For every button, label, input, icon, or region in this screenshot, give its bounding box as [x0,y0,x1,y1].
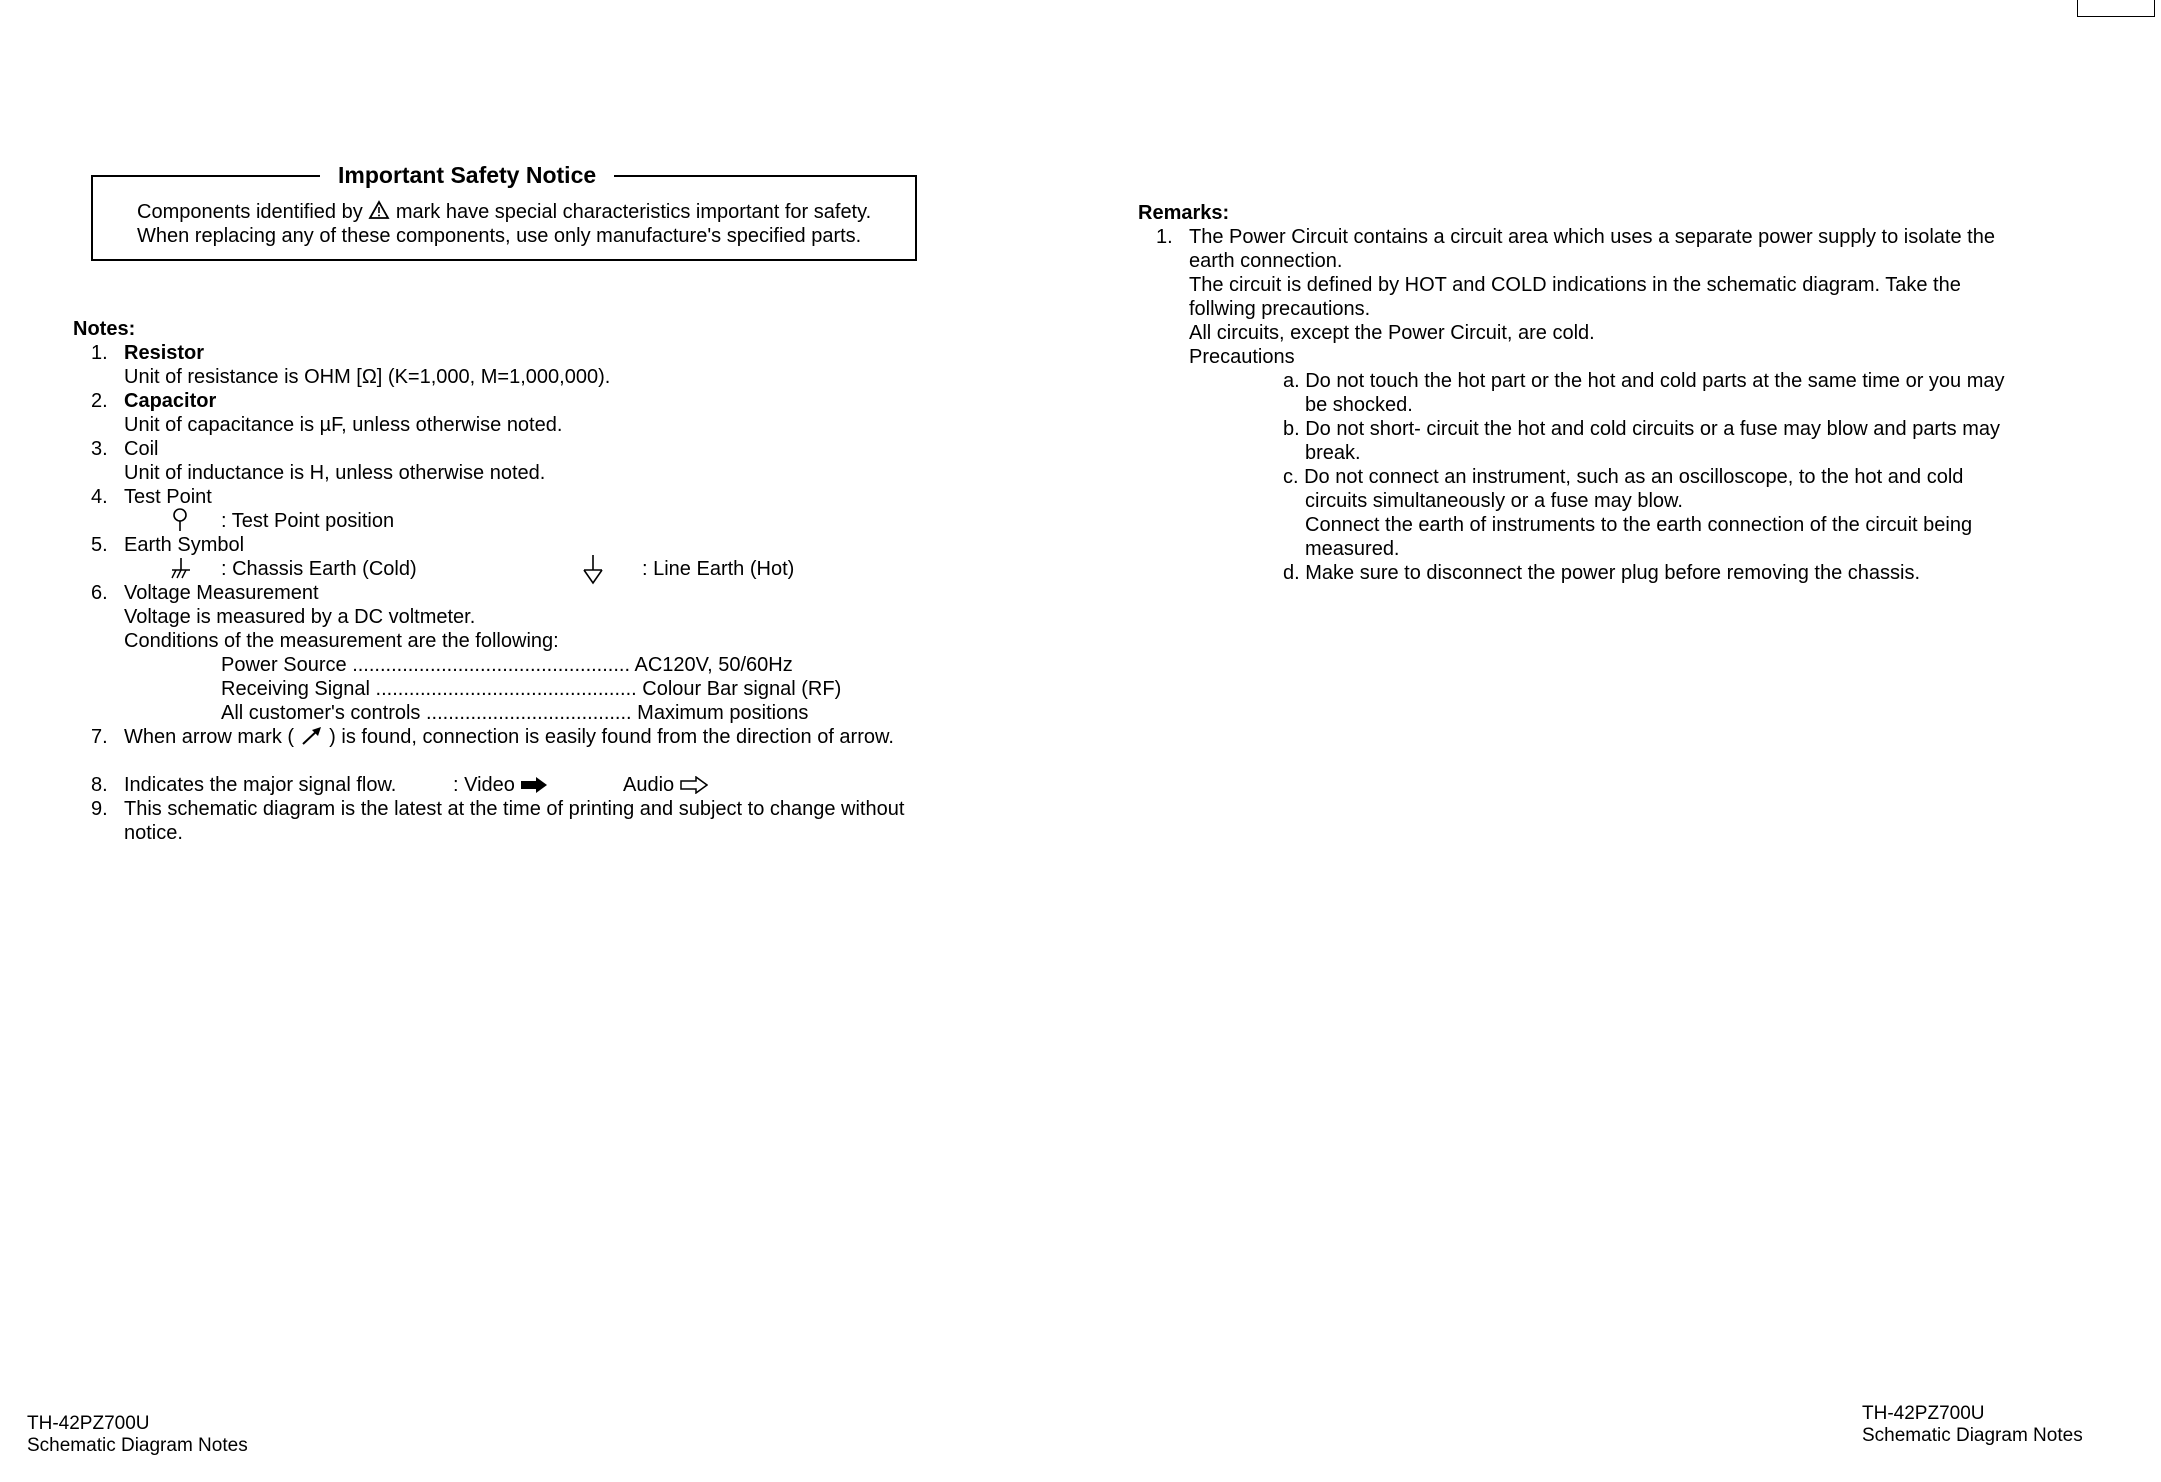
precaution-c-line-3: Connect the earth of instruments to the earth connection of the circuit being [1305,514,1973,536]
remark-line-5: All circuits, except the Power Circuit, are cold. [1189,322,1595,344]
note-7-text [124,725,894,749]
note-5-line-text: : Line Earth (Hot) [642,558,795,580]
note-5-chassis-text: : Chassis Earth (Cold) [221,558,417,580]
note-9-line-2: notice. [124,822,183,844]
precaution-c-line-4: measured. [1305,538,1400,560]
remark-line-1: The Power Circuit contains a circuit area which uses a separate power supply to isolate the [1189,226,1995,248]
precaution-c-line-1: c. Do not connect an instrument, such as an oscilloscope, to the hot and cold [1283,466,1964,488]
footer-right-title: Schematic Diagram Notes [1862,1425,2083,1446]
corner-frame [2077,0,2155,17]
test-point-icon [170,507,190,533]
note-4-num: 4. [91,486,108,508]
note-9-line-1: This schematic diagram is the latest at the time of printing and subject to change without [124,798,905,820]
condition-label: All customer's controls [221,702,421,724]
condition-value: AC120V, 50/60Hz [634,654,793,676]
precaution-a-line-1: a. Do not touch the hot part or the hot and cold parts at the same time or you may [1283,370,2005,392]
remark-line-3: The circuit is defined by HOT and COLD indications in the schematic diagram. Take the [1189,274,1961,296]
safety-notice-line-1 [137,200,871,224]
note-3-title: Coil [124,438,159,460]
audio-signal-arrow-icon [680,776,708,794]
note-7-num: 7. [91,726,108,748]
condition-leader: .................................................. [352,654,631,676]
note-4-title: Test Point [124,486,212,508]
note-8-audio [623,773,708,797]
video-label: : Video [453,774,515,796]
footer-right-model: TH-42PZ700U [1862,1403,1985,1424]
condition-value: Colour Bar signal (RF) [642,678,842,700]
warning-triangle-icon [368,200,390,220]
note-1-text: Unit of resistance is OHM [Ω] (K=1,000, M=1,000,000). [124,366,611,388]
safety-notice-title: Important Safety Notice [320,160,614,190]
safety-notice-text-b: mark have special characteristics important for safety. [395,201,872,223]
note-6-title: Voltage Measurement [124,582,319,604]
safety-notice-text-a: Components identified by [137,201,363,223]
remark-line-2: earth connection. [1189,250,1343,272]
note-2-num: 2. [91,390,108,412]
note-1-num: 1. [91,342,108,364]
precaution-c-line-2: circuits simultaneously or a fuse may blow. [1305,490,1683,512]
note-8-num: 8. [91,774,108,796]
precaution-b-line-2: break. [1305,442,1361,464]
note-6-num: 6. [91,582,108,604]
video-signal-arrow-icon [520,776,548,794]
note-1-title: Resistor [124,342,205,364]
note-7-text-a: When arrow mark ( [124,726,295,748]
condition-row-signal [221,677,841,701]
line-earth-icon [582,554,604,586]
note-8-text: Indicates the major signal flow. [124,774,397,796]
condition-value: Maximum positions [637,702,809,724]
remark-1-num: 1. [1156,226,1173,248]
note-9-num: 9. [91,798,108,820]
note-2-text: Unit of capacitance is µF, unless otherwise noted. [124,414,563,436]
condition-label: Receiving Signal [221,678,370,700]
precaution-d-line-1: d. Make sure to disconnect the power plug before removing the chassis. [1283,562,1921,584]
chassis-earth-icon [170,557,192,581]
precaution-b-line-1: b. Do not short- circuit the hot and cold circuits or a fuse may blow and parts may [1283,418,2000,440]
note-6-text-1: Voltage is measured by a DC voltmeter. [124,606,476,628]
note-3-text: Unit of inductance is H, unless otherwise noted. [124,462,546,484]
condition-leader: ..................................... [426,702,632,724]
note-8-video [453,773,548,797]
note-4-text: : Test Point position [221,510,395,532]
note-3-num: 3. [91,438,108,460]
footer-left-title: Schematic Diagram Notes [27,1435,248,1456]
note-6-text-2: Conditions of the measurement are the following: [124,630,559,652]
condition-leader: ............................................... [375,678,637,700]
note-2-title: Capacitor [124,390,217,412]
condition-row-power [221,653,793,677]
remarks-heading: Remarks: [1138,202,1230,224]
remark-line-6: Precautions [1189,346,1295,368]
note-5-title: Earth Symbol [124,534,245,556]
precaution-a-line-2: be shocked. [1305,394,1413,416]
footer-left-model: TH-42PZ700U [27,1413,150,1434]
condition-row-controls [221,701,808,725]
safety-notice-line-2: When replacing any of these components, use only manufacture's specified parts. [137,225,862,247]
remark-line-4: follwing precautions. [1189,298,1371,320]
notes-heading: Notes: [73,318,136,340]
note-7-text-b: ) is found, connection is easily found from the direction of arrow. [329,726,894,748]
connection-arrow-icon [300,725,324,747]
note-5-num: 5. [91,534,108,556]
condition-label: Power Source [221,654,347,676]
audio-label: Audio [623,774,675,796]
